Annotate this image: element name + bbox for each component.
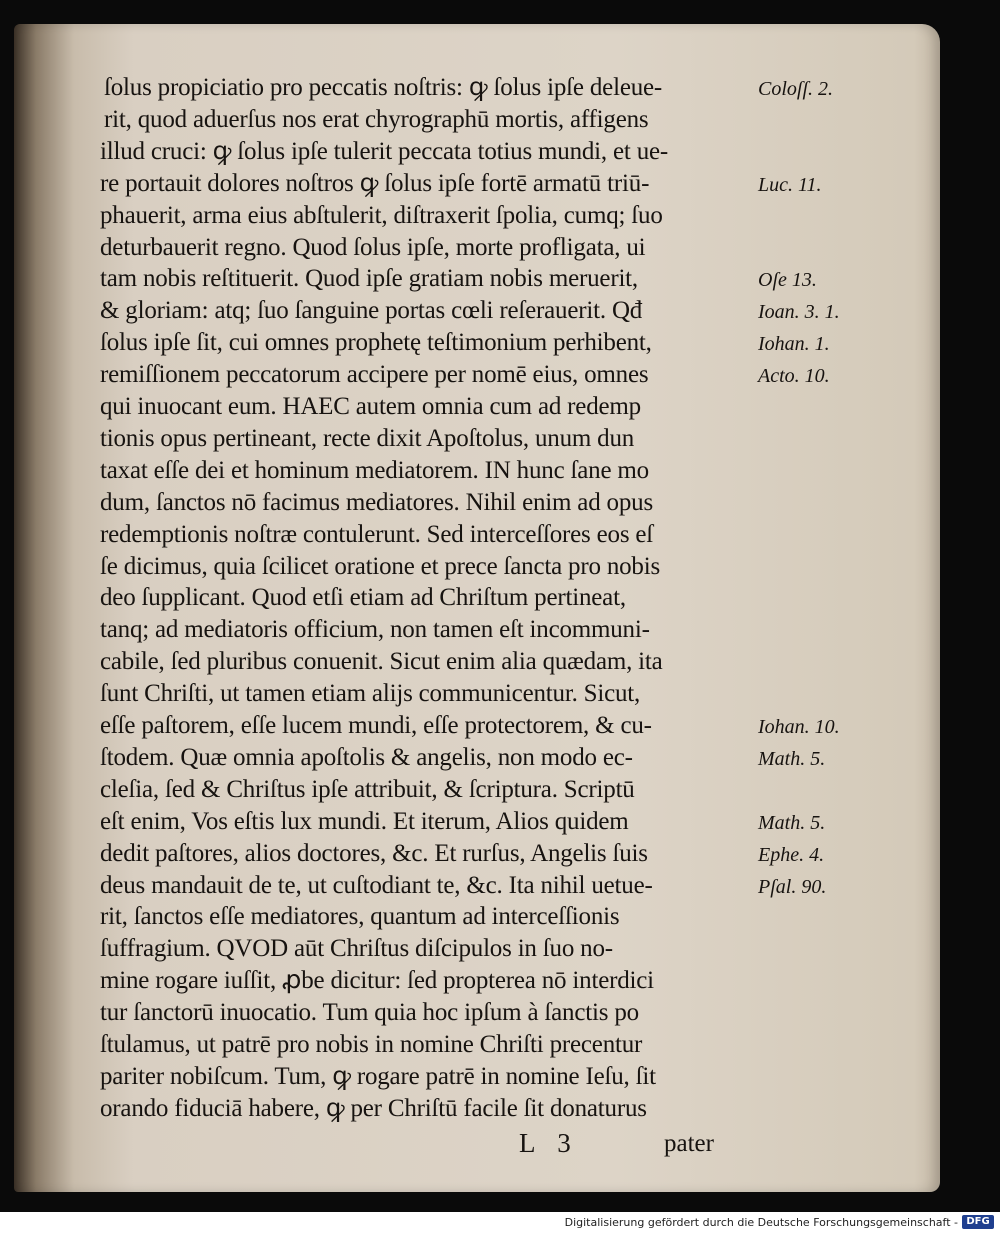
marginal-note: Luc. 11. xyxy=(758,173,822,196)
text-line: taxat eſſe dei et hominum mediatorem. IN hunc ſane mo xyxy=(100,456,649,484)
credit-bar xyxy=(0,1212,1000,1233)
text-line: deturbauerit regno. Quod ſolus ipſe, morte profligata, ui xyxy=(100,233,646,261)
text-line: re portauit dolores noſtros ꝙ ſolus ipſe fortē armatū triū- xyxy=(100,169,650,197)
marginal-note: Ioan. 3. 1. xyxy=(758,301,840,324)
text-line: ſe dicimus, quia ſcilicet oratione et prece ſancta pro nobis xyxy=(100,552,661,580)
text-line: rit, ſanctos eſſe mediatores, quantum ad interceſſionis xyxy=(100,903,620,931)
text-line: ſolus ipſe ſit, cui omnes prophetę teſtimonium perhibent, xyxy=(100,329,652,357)
text-line: mine rogare iuſſit, ꝓbe dicitur: ſed propterea nō interdici xyxy=(100,967,654,995)
text-line: phauerit, arma eius abſtulerit, diſtraxerit ſpolia, cumq; ſuo xyxy=(100,201,663,229)
text-line: pariter nobiſcum. Tum, ꝙ rogare patrē in nomine Ieſu, ſit xyxy=(100,1062,656,1090)
marginal-note: Iohan. 1. xyxy=(758,333,830,356)
text-line: tur ſanctorū inuocatio. Tum quia hoc ipſum à ſanctis po xyxy=(100,999,639,1027)
signature-mark: L 3 xyxy=(519,1128,579,1158)
text-line: illud cruci: ꝙ ſolus ipſe tulerit peccata totius mundi, et ue- xyxy=(100,137,669,165)
text-line: ſtodem. Quæ omnia apoſtolis & angelis, non modo ec- xyxy=(100,743,633,771)
text-line: cabile, ſed pluribus conuenit. Sicut enim alia quædam, ita xyxy=(100,648,663,676)
text-line: eſſe paſtorem, eſſe lucem mundi, eſſe protectorem, & cu- xyxy=(100,712,652,739)
dfg-logo[interactable]: DFG xyxy=(962,1215,994,1229)
text-line: ſunt Chriſti, ut tamen etiam alijs communicentur. Sicut, xyxy=(100,680,641,708)
marginal-note: Pſal. 90. xyxy=(758,875,827,898)
credit-text: Digitalisierung gefördert durch die Deutsche Forschungsgemeinschaft - xyxy=(564,1216,958,1229)
marginal-note: Iohan. 10. xyxy=(758,716,840,738)
text-line: rit, quod aduerſus nos erat chyrographū mortis, affigens xyxy=(104,105,649,133)
text-line: ſolus propiciatio pro peccatis noſtris: ꝙ ſolus ipſe deleue- xyxy=(104,74,663,101)
marginal-note: Acto. 10. xyxy=(758,365,830,388)
text-line: orando fiduciā habere, ꝙ per Chriſtū facile ſit donaturus xyxy=(100,1094,647,1122)
text-line: ſtulamus, ut patrē pro nobis in nomine Chriſti precentur xyxy=(100,1031,643,1058)
text-line: dedit paſtores, alios doctores, &c. Et rurſus, Angelis ſuis xyxy=(100,839,648,867)
text-line: qui inuocant eum. HAEC autem omnia cum ad redemp xyxy=(100,393,641,420)
catchword: pater xyxy=(664,1130,714,1157)
text-line: deus mandauit de te, ut cuſtodiant te, &c. Ita nihil uetue- xyxy=(100,871,653,899)
text-line: remiſſionem peccatorum accipere per nomē eius, omnes xyxy=(100,361,649,389)
text-line: dum, ſanctos nō facimus mediatores. Nihil enim ad opus xyxy=(100,488,653,516)
text-line: tam nobis reſtituerit. Quod ipſe gratiam nobis meruerit, xyxy=(100,265,638,293)
text-line: tionis opus pertineant, recte dixit Apoſtolus, unum dun xyxy=(100,424,635,452)
text-line: tanq; ad mediatoris officium, non tamen eſt incommuni- xyxy=(100,616,650,644)
marginal-note: Ephe. 4. xyxy=(758,843,825,866)
text-line: & gloriam: atq; ſuo ſanguine portas cœli reſerauerit. Qđ xyxy=(100,297,643,325)
marginal-note: Math. 5. xyxy=(758,747,826,770)
text-line: eſt enim, Vos eſtis lux mundi. Et iterum, Alios quidem xyxy=(100,807,629,835)
text-line: redemptionis noſtræ contulerunt. Sed interceſſores eos eſ xyxy=(100,520,654,548)
text-line: deo ſupplicant. Quod etſi etiam ad Chriſtum pertineat, xyxy=(100,584,626,612)
text-line: ſuffragium. QVOD aūt Chriſtus diſcipulos in ſuo no- xyxy=(100,935,613,963)
book-page xyxy=(14,24,940,1192)
text-line: cleſia, ſed & Chriſtus ipſe attribuit, & ſcriptura. Scriptū xyxy=(100,775,635,803)
marginal-note: Coloſſ. 2. xyxy=(758,78,834,100)
marginal-note: Oſe 13. xyxy=(758,269,817,292)
marginal-note: Math. 5. xyxy=(758,811,826,834)
